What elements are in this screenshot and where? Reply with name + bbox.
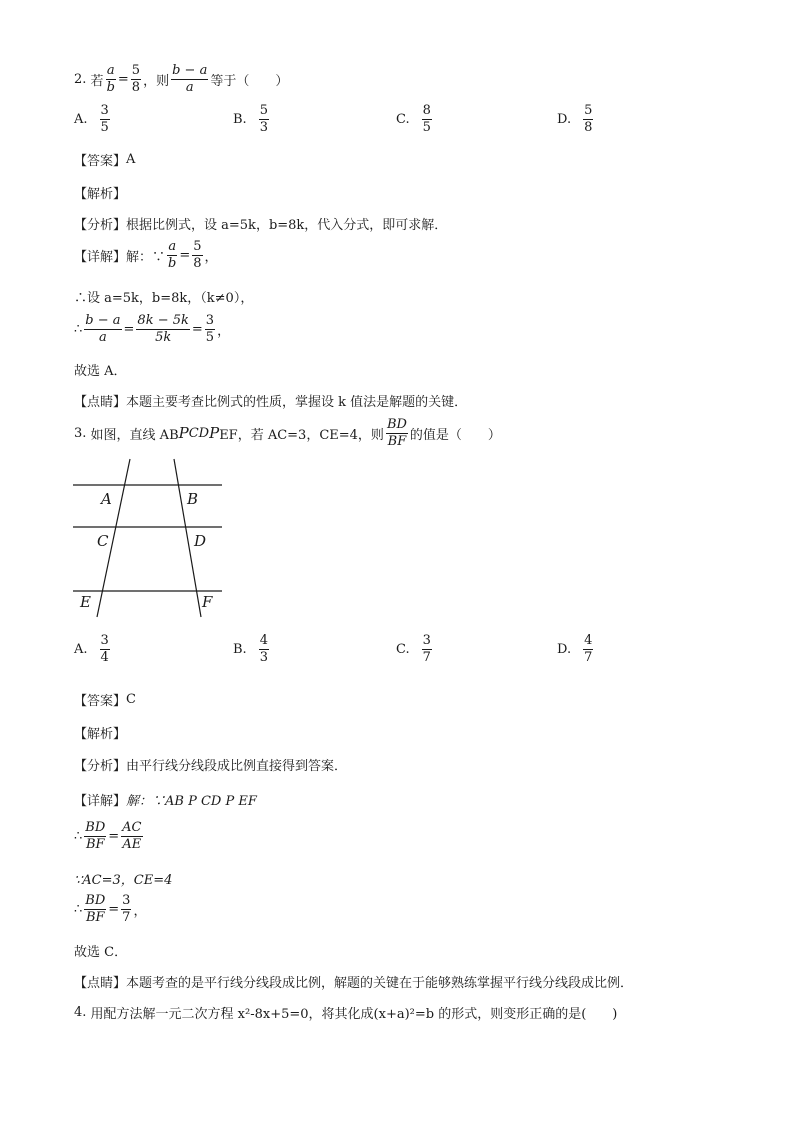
q3-answer: 【答案】 C bbox=[74, 692, 136, 709]
label-e: E bbox=[80, 593, 91, 611]
q3-analysis-heading: 【解析】 bbox=[74, 727, 127, 742]
q3-comment: 【点睛】 本题考查的是平行线分线段成比例，解题的关键在于能够熟练掌握平行线分线段成比例． bbox=[74, 976, 634, 991]
label-b: B bbox=[187, 490, 199, 508]
q3-detail-line2: ∴ $\frac{BD}{BF}$ = $\frac{AC}{AE}$ bbox=[74, 820, 142, 852]
q2-fenxi: 【分析】 根据比例式，设 a=5k，b=8k，代入分式，即可求解． bbox=[74, 218, 448, 233]
q2-number: 2. bbox=[74, 71, 87, 87]
q3-detail-line4: ∴ $\frac{BD}{BF}$ = $\frac{3}{7}$ ， bbox=[74, 893, 147, 925]
q3-number: 3. bbox=[74, 425, 87, 441]
q3-detail: 【详解】 解：∵AB P CD P EF bbox=[74, 794, 257, 809]
q4-number: 4. bbox=[74, 1005, 87, 1020]
q3-option-b[interactable]: B. $\frac{4}{3}$ bbox=[233, 633, 268, 665]
q2-detail-line3: ∴ $\frac{b - a}{a}$ = $\frac{8k - 5k}{5k}$ = $\frac{3}{5}$ ， bbox=[74, 313, 231, 345]
q3-option-c[interactable]: C. $\frac{3}{7}$ bbox=[396, 633, 431, 665]
q2-comment: 【点睛】 本题主要考查比例式的性质，掌握设 k 值法是解题的关键． bbox=[74, 395, 468, 410]
q3-choose: 故选 C． bbox=[74, 945, 128, 960]
q2-option-d[interactable]: D. $\frac{5}{8}$ bbox=[557, 103, 593, 135]
q2-choose: 故选 A． bbox=[74, 364, 127, 379]
q4-stem: 4. 用配方法解一元二次方程 x²-8x+5=0，将其化成(x+a)²=b 的形式，则变形正确的是( ) bbox=[74, 1005, 618, 1022]
q3-figure bbox=[70, 455, 230, 625]
q2-analysis-heading: 【解析】 bbox=[74, 187, 127, 202]
q2-fraction-a-b: $\frac{a}{b}$ bbox=[106, 63, 115, 95]
q2-detail-line2: ∴设 a=5k，b=8k，（k≠0）， bbox=[74, 291, 254, 306]
q3-option-a[interactable]: A. $\frac{3}{4}$ bbox=[74, 633, 109, 665]
q2-stem: 2. 若 $\frac{a}{b}$ = $\frac{5}{8}$ ，则 $\frac{b - a}{a}$ 等于（ ） bbox=[74, 63, 289, 95]
q2-answer: 【答案】 A bbox=[74, 152, 136, 169]
q3-stem: 3. 如图，直线 AB P CD P EF，若 AC=3，CE=4，则 $\frac{BD}{BF}$ 的值是（ ） bbox=[74, 417, 501, 449]
q3-option-d[interactable]: D. $\frac{4}{7}$ bbox=[557, 633, 593, 665]
label-f: F bbox=[202, 593, 213, 611]
q2-detail: 【详解】 解：∵ $\frac{a}{b}$ = $\frac{5}{8}$ ， bbox=[74, 239, 218, 271]
q3-detail-line3: ∵AC=3，CE=4 bbox=[74, 873, 173, 888]
label-c: C bbox=[97, 532, 109, 550]
label-d: D bbox=[194, 532, 207, 550]
q2-option-c[interactable]: C. $\frac{8}{5}$ bbox=[396, 103, 431, 135]
q2-option-b[interactable]: B. $\frac{5}{3}$ bbox=[233, 103, 268, 135]
q3-fenxi: 【分析】 由平行线分线段成比例直接得到答案． bbox=[74, 759, 348, 774]
q3-fraction-bd-bf: $\frac{BD}{BF}$ bbox=[386, 417, 407, 449]
q2-fraction-5-8: $\frac{5}{8}$ bbox=[131, 63, 141, 95]
q2-option-a[interactable]: A. $\frac{3}{5}$ bbox=[74, 103, 109, 135]
q2-fraction-b-minus-a: $\frac{b - a}{a}$ bbox=[172, 63, 208, 95]
label-a: A bbox=[101, 490, 112, 508]
